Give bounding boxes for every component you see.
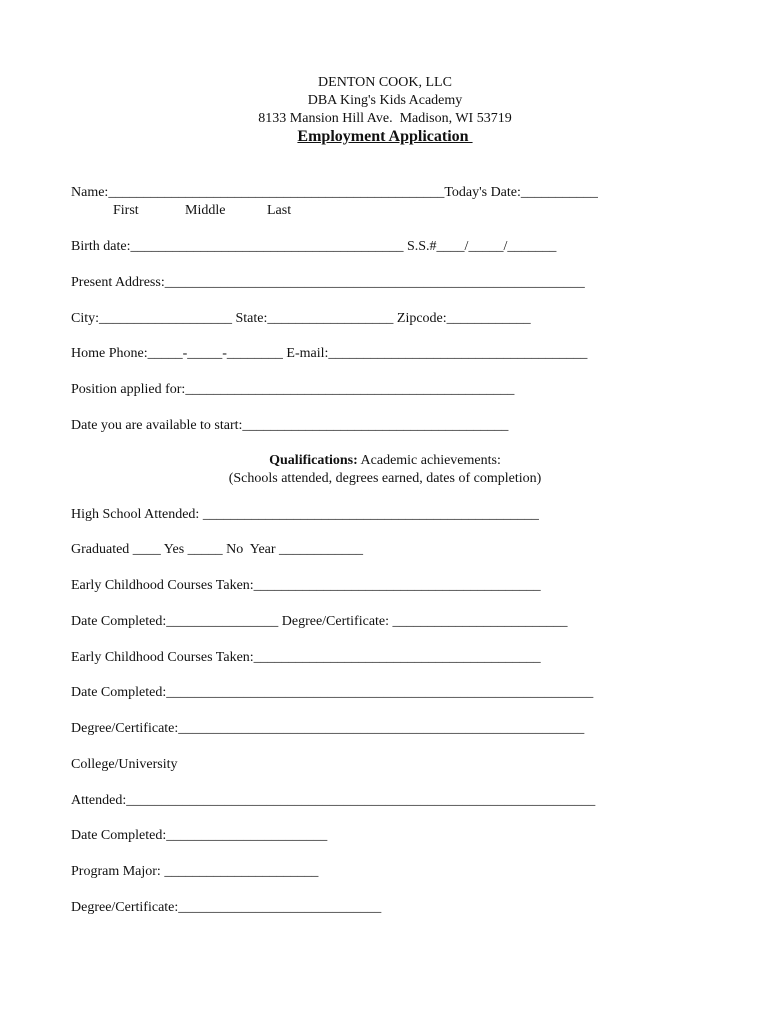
name-sub-middle: Middle — [185, 203, 226, 218]
dba-name: DBA King's Kids Academy — [307, 93, 463, 108]
name-sub-last: Last — [267, 203, 292, 218]
name-date-line[interactable]: Name:________________________________________________Today's Date:___________ — [71, 185, 598, 200]
date-degree-line-1[interactable]: Date Completed:________________ Degree/Certificate: _________________________ — [71, 614, 568, 629]
company-address: 8133 Mansion Hill Ave. Madison, WI 53719 — [258, 111, 512, 126]
degree-certificate-line-2[interactable]: Degree/Certificate:__________________________________________________________ — [71, 721, 585, 736]
program-major-line[interactable]: Program Major: ______________________ — [71, 864, 319, 879]
graduated-line[interactable]: Graduated ____ Yes _____ No Year ____________ — [71, 542, 364, 557]
position-line[interactable]: Position applied for:_______________________________________________ — [71, 382, 515, 397]
company-name: DENTON COOK, LLC — [318, 75, 452, 90]
high-school-line[interactable]: High School Attended: ________________________________________________ — [71, 507, 539, 522]
date-completed-line-2[interactable]: Date Completed:_____________________________________________________________ — [71, 685, 594, 700]
qualifications-heading-rest: Academic achievements: — [357, 453, 501, 468]
start-date-line[interactable]: Date you are available to start:______________________________________ — [71, 418, 509, 433]
phone-email-line[interactable]: Home Phone:_____-_____-________ E-mail:_____________________________________ — [71, 346, 588, 361]
name-sub-first: First — [113, 203, 139, 218]
qualifications-label: Qualifications: — [269, 453, 358, 468]
attended-line[interactable]: Attended:___________________________________________________________________ — [71, 793, 596, 808]
ec-courses-line-1[interactable]: Early Childhood Courses Taken:_________________________________________ — [71, 578, 541, 593]
birth-ssn-line[interactable]: Birth date:_______________________________________ S.S.#____/_____/_______ — [71, 239, 557, 254]
page-title: Employment Application — [297, 128, 473, 145]
college-university-label: College/University — [71, 757, 178, 772]
qualifications-heading — [0, 453, 770, 469]
ec-courses-line-2[interactable]: Early Childhood Courses Taken:_________________________________________ — [71, 650, 541, 665]
present-address-line[interactable]: Present Address:____________________________________________________________ — [71, 275, 585, 290]
degree-certificate-line-3[interactable]: Degree/Certificate:_____________________________ — [71, 900, 382, 915]
date-completed-line-3[interactable]: Date Completed:_______________________ — [71, 828, 328, 843]
city-state-zip-line[interactable]: City:___________________ State:__________________ Zipcode:____________ — [71, 311, 531, 326]
qualifications-subheading: (Schools attended, degrees earned, dates of completion) — [228, 471, 542, 486]
